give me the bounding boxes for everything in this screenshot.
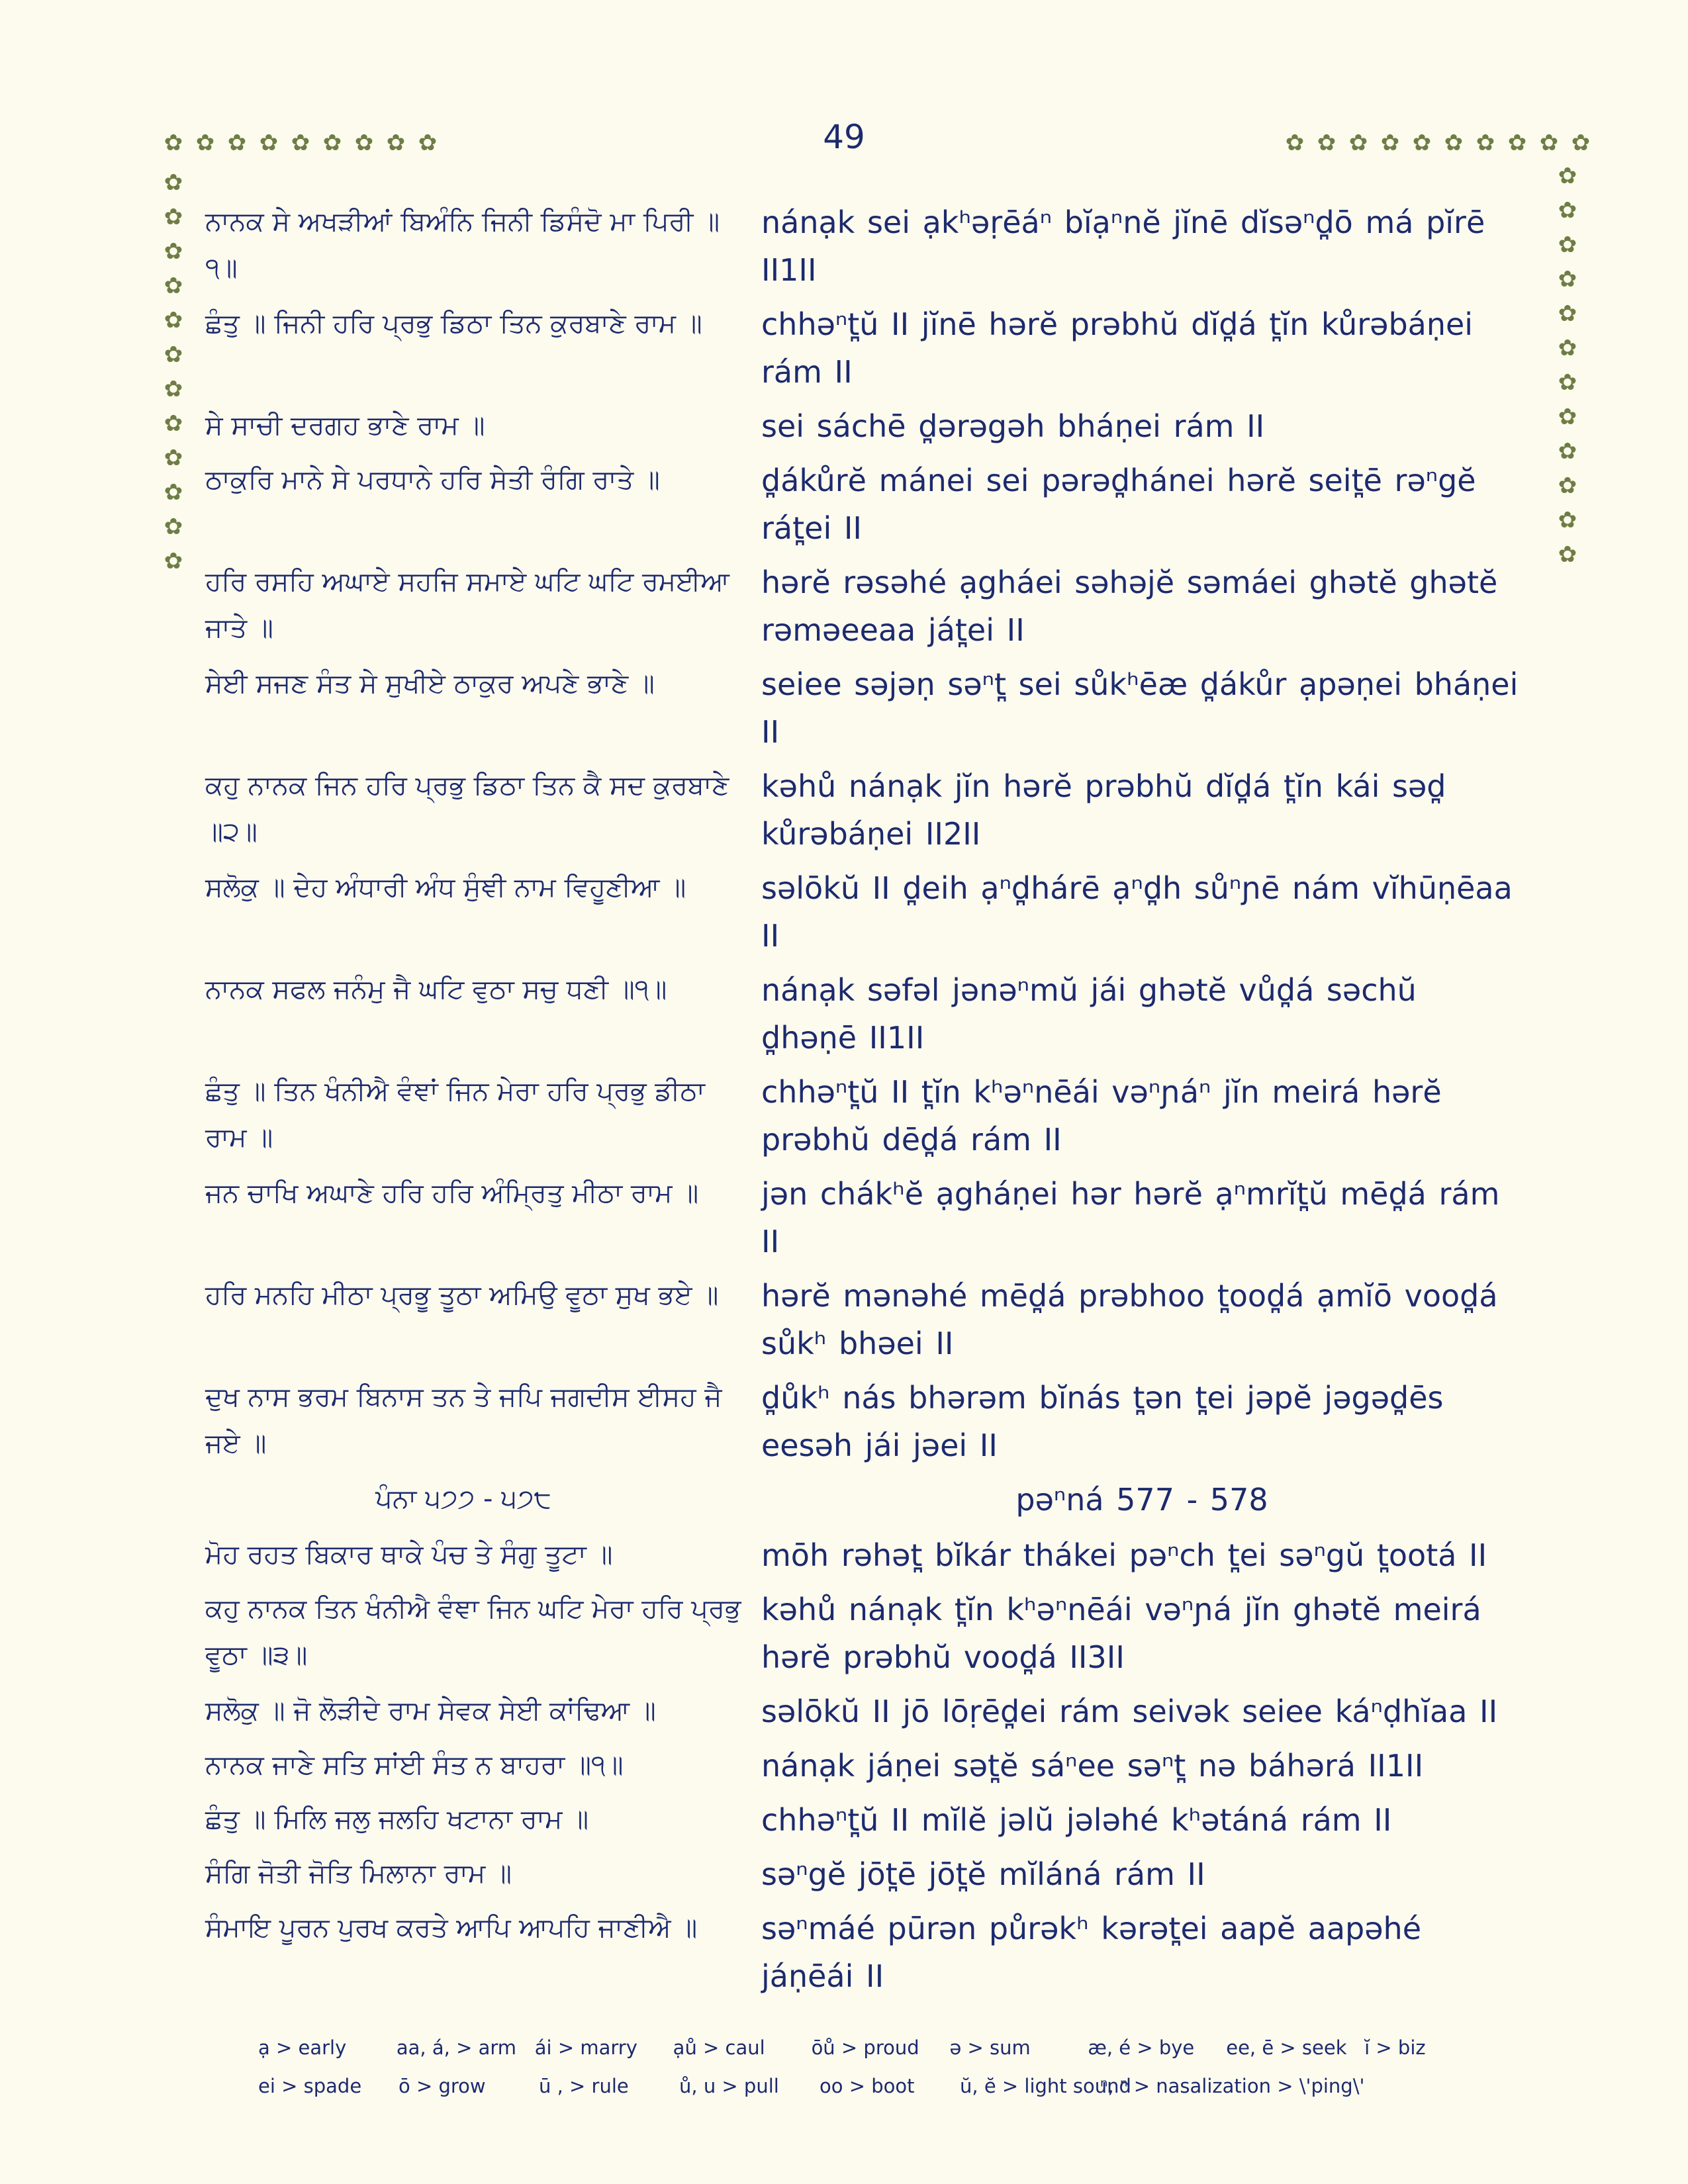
legend-item: ŭ, ĕ > light sound [960,2075,1131,2097]
gurmukhi-line: ਦੁਖ ਨਾਸ ਭਰਮ ਬਿਨਾਸ ਤਨ ਤੇ ਜਪਿ ਜਗਦੀਸ ਈਸਹ ਜੈ ਜਏ ॥ [205,1382,722,1459]
flower-icon: ✿ [1558,507,1577,533]
flower-icon: ✿ [164,238,183,265]
legend-item: ạů > caul [673,2036,765,2059]
transliteration-line: səlōkŭ II d̪eih ạⁿd̪hárē ạⁿd̪h sůⁿɲē nám vĭhūṇēaa II [761,870,1513,954]
verse-row [205,199,1523,294]
transliteration-line: jən chákʰĕ ạgháṇei hər hərĕ ạⁿmrĭt̪ŭ mēd̪á rám II [761,1176,1500,1259]
gurmukhi-line: ਛੰਤੁ ॥ ਮਿਲਿ ਜਲੁ ਜਲਹਿ ਖਟਾਨਾ ਰਾਮ ॥ [205,1804,589,1835]
verse-row [205,762,1523,858]
legend-item: ō > grow [399,2075,486,2097]
legend-item: ee, ē > seek [1226,2036,1347,2059]
transliteration-line: kəhů nánạk jĭn hərĕ prəbhŭ dĭd̪á t̪ĭn kái səd̪ kůrəbáṇei II2II [761,768,1446,852]
gurmukhi-line: ਠਾਕੁਰਿ ਮਾਨੇ ਸੇ ਪਰਧਾਨੇ ਹਰਿ ਸੇਤੀ ਰੰਗਿ ਰਾਤੇ ॥ [205,465,660,495]
flower-icon: ✿ [164,130,183,156]
legend-item: æ, é > bye [1088,2036,1195,2059]
gurmukhi-line: ਸੰਗਿ ਜੋਤੀ ਜੋਤਿ ਮਿਲਾਨਾ ਰਾਮ ॥ [205,1858,512,1889]
gurmukhi-line: ਛੰਤੁ ॥ ਜਿਨੀ ਹਰਿ ਪ੍ਰਭੁ ਡਿਠਾ ਤਿਨ ਕੁਰਬਾਣੇ ਰਾਮ ॥ [205,308,702,339]
gurmukhi-line: ਮੋਹ ਰਹਤ ਬਿਕਾਰ ਥਾਕੇ ਪੰਚ ਤੇ ਸੰਗੁ ਤੂਟਾ ॥ [205,1539,613,1570]
legend-item: ə > sum [949,2036,1031,2059]
transliteration-line: nánạk jáṇei sət̪ĕ sáⁿee səⁿt̪ nə báhərá II1II [761,1748,1424,1784]
transliteration-line: səlōkŭ II jō lōṛēd̪ei rám seivək seiee káⁿḍhĭaa II [761,1694,1498,1729]
legend-item: ⁿ, ⁿ > nasalization > \'ping\' [1100,2075,1365,2097]
legend-row [258,2028,1503,2067]
verse-row [205,1796,1523,1844]
transliteration-line: hərĕ rəsəhé ạgháei səhəjĕ səmáei ghətĕ ghətĕ rəməeeaa ját̪ei II [761,565,1498,648]
flower-icon: ✿ [1558,163,1577,189]
verse-row [205,457,1523,552]
transliteration-line: nánạk səfəl jənəⁿmŭ jái ghətĕ vůd̪á səchŭ d̪həṇē II1II [761,972,1417,1056]
verse-row [205,1742,1523,1790]
verse-row [205,660,1523,756]
verse-row [205,1586,1523,1681]
transliteration-line: d̪ůkʰ nás bhərəm bĭnás t̪ən t̪ei jəpĕ jəgəd̪ēs eesəh jái jəei II [761,1380,1444,1463]
transliteration-line: chhəⁿt̪ŭ II mĭlĕ jəlŭ jələhé kʰətáná rám II [761,1802,1392,1838]
page-reference-roman: pəⁿná 577 - 578 [1015,1482,1268,1518]
flower-icon: ✿ [1571,130,1591,156]
gurmukhi-line: ਨਾਨਕ ਜਾਣੇ ਸਤਿ ਸਾਂਈ ਸੰਤ ਨ ਬਾਹਰਾ ॥੧॥ [205,1750,624,1780]
verse-row [205,1272,1523,1367]
gurmukhi-line: ਛੰਤੁ ॥ ਤਿਨ ਖੰਨੀਐ ਵੰਞਾਂ ਜਿਨ ਮੇਰਾ ਹਰਿ ਪ੍ਰਭੁ ਡੀਠਾ ਰਾਮ ॥ [205,1076,705,1153]
transliteration-line: d̪ákůrĕ mánei sei pərəd̪hánei hərĕ seit̪ē rəⁿgĕ rát̪ei II [761,463,1476,546]
legend-item: ạ > early [258,2036,347,2059]
gurmukhi-line: ਸਲੋਕੁ ॥ ਜੋ ਲੋੜੀਦੇ ਰਾਮ ਸੇਵਕ ਸੇਈ ਕਾਂਢਿਆ ॥ [205,1696,656,1726]
flower-icon: ✿ [1558,335,1577,361]
transliteration-line: nánạk sei ạkʰəṛēáⁿ bĭạⁿnĕ jĭnē dĭsəⁿd̪ō má pĭrē II1II [761,205,1485,288]
gurmukhi-line: ਹਰਿ ਮਨਹਿ ਮੀਠਾ ਪ੍ਰਭੂ ਤੂਠਾ ਅਮਿਉ ਵੂਠਾ ਸੁਖ ਭਏ ॥ [205,1280,719,1310]
flower-icon: ✿ [164,410,183,437]
page-reference-gurmukhi: ਪੰਨਾ ੫੭੭ - ੫੭੮ [375,1484,551,1514]
legend-item: aa, á, > arm [396,2036,517,2059]
legend-item: ei > spade [258,2075,362,2097]
flower-icon: ✿ [1558,266,1577,293]
transliteration-line: səⁿgĕ jōt̪ē jōt̪ĕ mĭláná rám II [761,1856,1205,1892]
verse-row [205,864,1523,960]
gurmukhi-line: ਕਹੁ ਨਾਨਕ ਜਿਨ ਹਰਿ ਪ੍ਰਭੁ ਡਿਠਾ ਤਿਨ ਕੈ ਸਦ ਕੁਰਬਾਣੇ ॥੨॥ [205,770,729,847]
verse-row [205,1850,1523,1898]
flower-icon: ✿ [291,130,310,156]
flower-icon: ✿ [1348,130,1368,156]
legend-item: ĭ > biz [1364,2036,1426,2059]
gurmukhi-line: ਕਹੁ ਨਾਨਕ ਤਿਨ ਖੰਨੀਐ ਵੰਞਾ ਜਿਨ ਘਟਿ ਮੇਰਾ ਹਰਿ ਪ੍ਰਭੁ ਵੂਠਾ ॥੩॥ [205,1594,741,1670]
verse-row [205,1068,1523,1163]
flower-icon: ✿ [1558,404,1577,430]
flower-icon: ✿ [259,130,279,156]
transliteration-line: mōh rəhət̪ bĭkár thákei pəⁿch t̪ei səⁿgŭ t̪ootá II [761,1537,1487,1573]
legend-item: ů, u > pull [679,2075,779,2097]
verse-row [205,402,1523,450]
verse-row [205,1374,1523,1469]
flower-icon: ✿ [354,130,374,156]
flower-icon: ✿ [164,341,183,368]
legend-item: ái > marry [534,2036,637,2059]
flower-icon: ✿ [1558,197,1577,224]
gurmukhi-line: ਜਨ ਚਾਖਿ ਅਘਾਣੇ ਹਰਿ ਹਰਿ ਅੰਮ੍ਰਿਤੁ ਮੀਠਾ ਰਾਮ ॥ [205,1178,699,1208]
flower-icon: ✿ [1539,130,1559,156]
verse-row [205,1688,1523,1735]
flower-icon: ✿ [1558,369,1577,396]
flower-icon: ✿ [1476,130,1495,156]
flower-icon: ✿ [164,169,183,196]
gurmukhi-line: ਸੇਈ ਸਜਣ ਸੰਤ ਸੇ ਸੁਖੀਏ ਠਾਕੁਰ ਅਪਣੇ ਭਾਣੇ ॥ [205,668,655,699]
verse-block-2 [205,1531,1523,2000]
flower-icon: ✿ [164,479,183,506]
flower-icon: ✿ [195,130,215,156]
gurmukhi-line: ਨਾਨਕ ਸਫਲ ਜਨੰਮੁ ਜੈ ਘਟਿ ਵੁਠਾ ਸਚੁ ਧਣੀ ॥੧॥ [205,974,667,1005]
verse-row [205,559,1523,654]
verse-table [205,199,1523,2007]
flower-icon: ✿ [1558,473,1577,499]
gurmukhi-line: ਸਲੋਕੁ ॥ ਦੇਹ ਅੰਧਾਰੀ ਅੰਧ ਸੁੰਞੀ ਨਾਮ ਵਿਹੂਣੀਆ ॥ [205,872,686,903]
page-number: 49 [823,118,865,156]
transliteration-line: hərĕ mənəhé mēd̪á prəbhoo t̪ood̪á ạmĭō vood̪á sůkʰ bhəei II [761,1278,1498,1361]
flower-border-top-right [1283,131,1593,155]
transliteration-line: sei sáchē d̪ərəgəh bháṇei rám II [761,408,1265,444]
flower-icon: ✿ [1412,130,1432,156]
flower-icon: ✿ [164,445,183,471]
flower-icon: ✿ [164,376,183,402]
flower-icon: ✿ [164,548,183,574]
flower-icon: ✿ [1558,232,1577,258]
flower-icon: ✿ [1444,130,1464,156]
flower-border-left [162,171,185,573]
verse-row [205,966,1523,1062]
flower-icon: ✿ [1558,300,1577,327]
flower-icon: ✿ [1558,541,1577,568]
flower-icon: ✿ [386,130,406,156]
flower-icon: ✿ [418,130,438,156]
flower-icon: ✿ [164,307,183,334]
verse-block-1 [205,199,1523,1469]
legend-item: ōů > proud [811,2036,919,2059]
transliteration-line: səⁿmáé pūrən půrəkʰ kərət̪ei aapĕ aapəhé jáṇēái II [761,1911,1422,1994]
flower-icon: ✿ [1507,130,1527,156]
flower-icon: ✿ [164,204,183,230]
flower-icon: ✿ [227,130,247,156]
legend-item: oo > boot [820,2075,915,2097]
gurmukhi-line: ਹਰਿ ਰਸਹਿ ਅਘਾਏ ਸਹਜਿ ਸਮਾਏ ਘਟਿ ਘਟਿ ਰਮਈਆ ਜਾਤੇ ॥ [205,567,729,643]
pronunciation-legend [258,2028,1503,2105]
gurmukhi-line: ਸੇ ਸਾਚੀ ਦਰਗਹ ਭਾਣੇ ਰਾਮ ॥ [205,410,485,441]
flower-border-right [1556,164,1579,567]
verse-row [205,300,1523,396]
flower-icon: ✿ [1558,438,1577,465]
verse-row [205,1170,1523,1265]
page-reference-row [205,1476,1523,1524]
flower-icon: ✿ [1285,130,1305,156]
flower-icon: ✿ [164,514,183,540]
gurmukhi-line: ਸੰਮਾਇ ਪੂਰਨ ਪੁਰਖ ਕਰਤੇ ਆਪਿ ਆਪਹਿ ਜਾਣੀਐ ॥ [205,1913,698,1943]
transliteration-line: kəhů nánạk t̪ĭn kʰəⁿnēái vəⁿɲá jĭn ghətĕ meirá hərĕ prəbhŭ vood̪á II3II [761,1592,1481,1675]
flower-border-top-left [162,131,440,155]
flower-icon: ✿ [164,273,183,299]
gurmukhi-line: ਨਾਨਕ ਸੇ ਅਖੜੀਆਂ ਬਿਅੰਨਿ ਜਿਨੀ ਡਿਸੰਦੋ ਮਾ ਪਿਰੀ ॥੧॥ [205,206,720,283]
flower-icon: ✿ [322,130,342,156]
legend-row [258,2067,1503,2105]
flower-icon: ✿ [1380,130,1400,156]
legend-item: ū , > rule [539,2075,629,2097]
flower-icon: ✿ [1317,130,1336,156]
transliteration-line: chhəⁿt̪ŭ II jĭnē hərĕ prəbhŭ dĭd̪á t̪ĭn kůrəbáṇei rám II [761,306,1474,390]
transliteration-line: seiee səjəṇ səⁿt̪ sei sůkʰēæ d̪ákůr ạpəṇei bháṇei II [761,666,1519,750]
verse-row [205,1531,1523,1579]
verse-row [205,1905,1523,2000]
transliteration-line: chhəⁿt̪ŭ II t̪ĭn kʰəⁿnēái vəⁿɲáⁿ jĭn meirá hərĕ prəbhŭ dēd̪á rám II [761,1074,1442,1158]
